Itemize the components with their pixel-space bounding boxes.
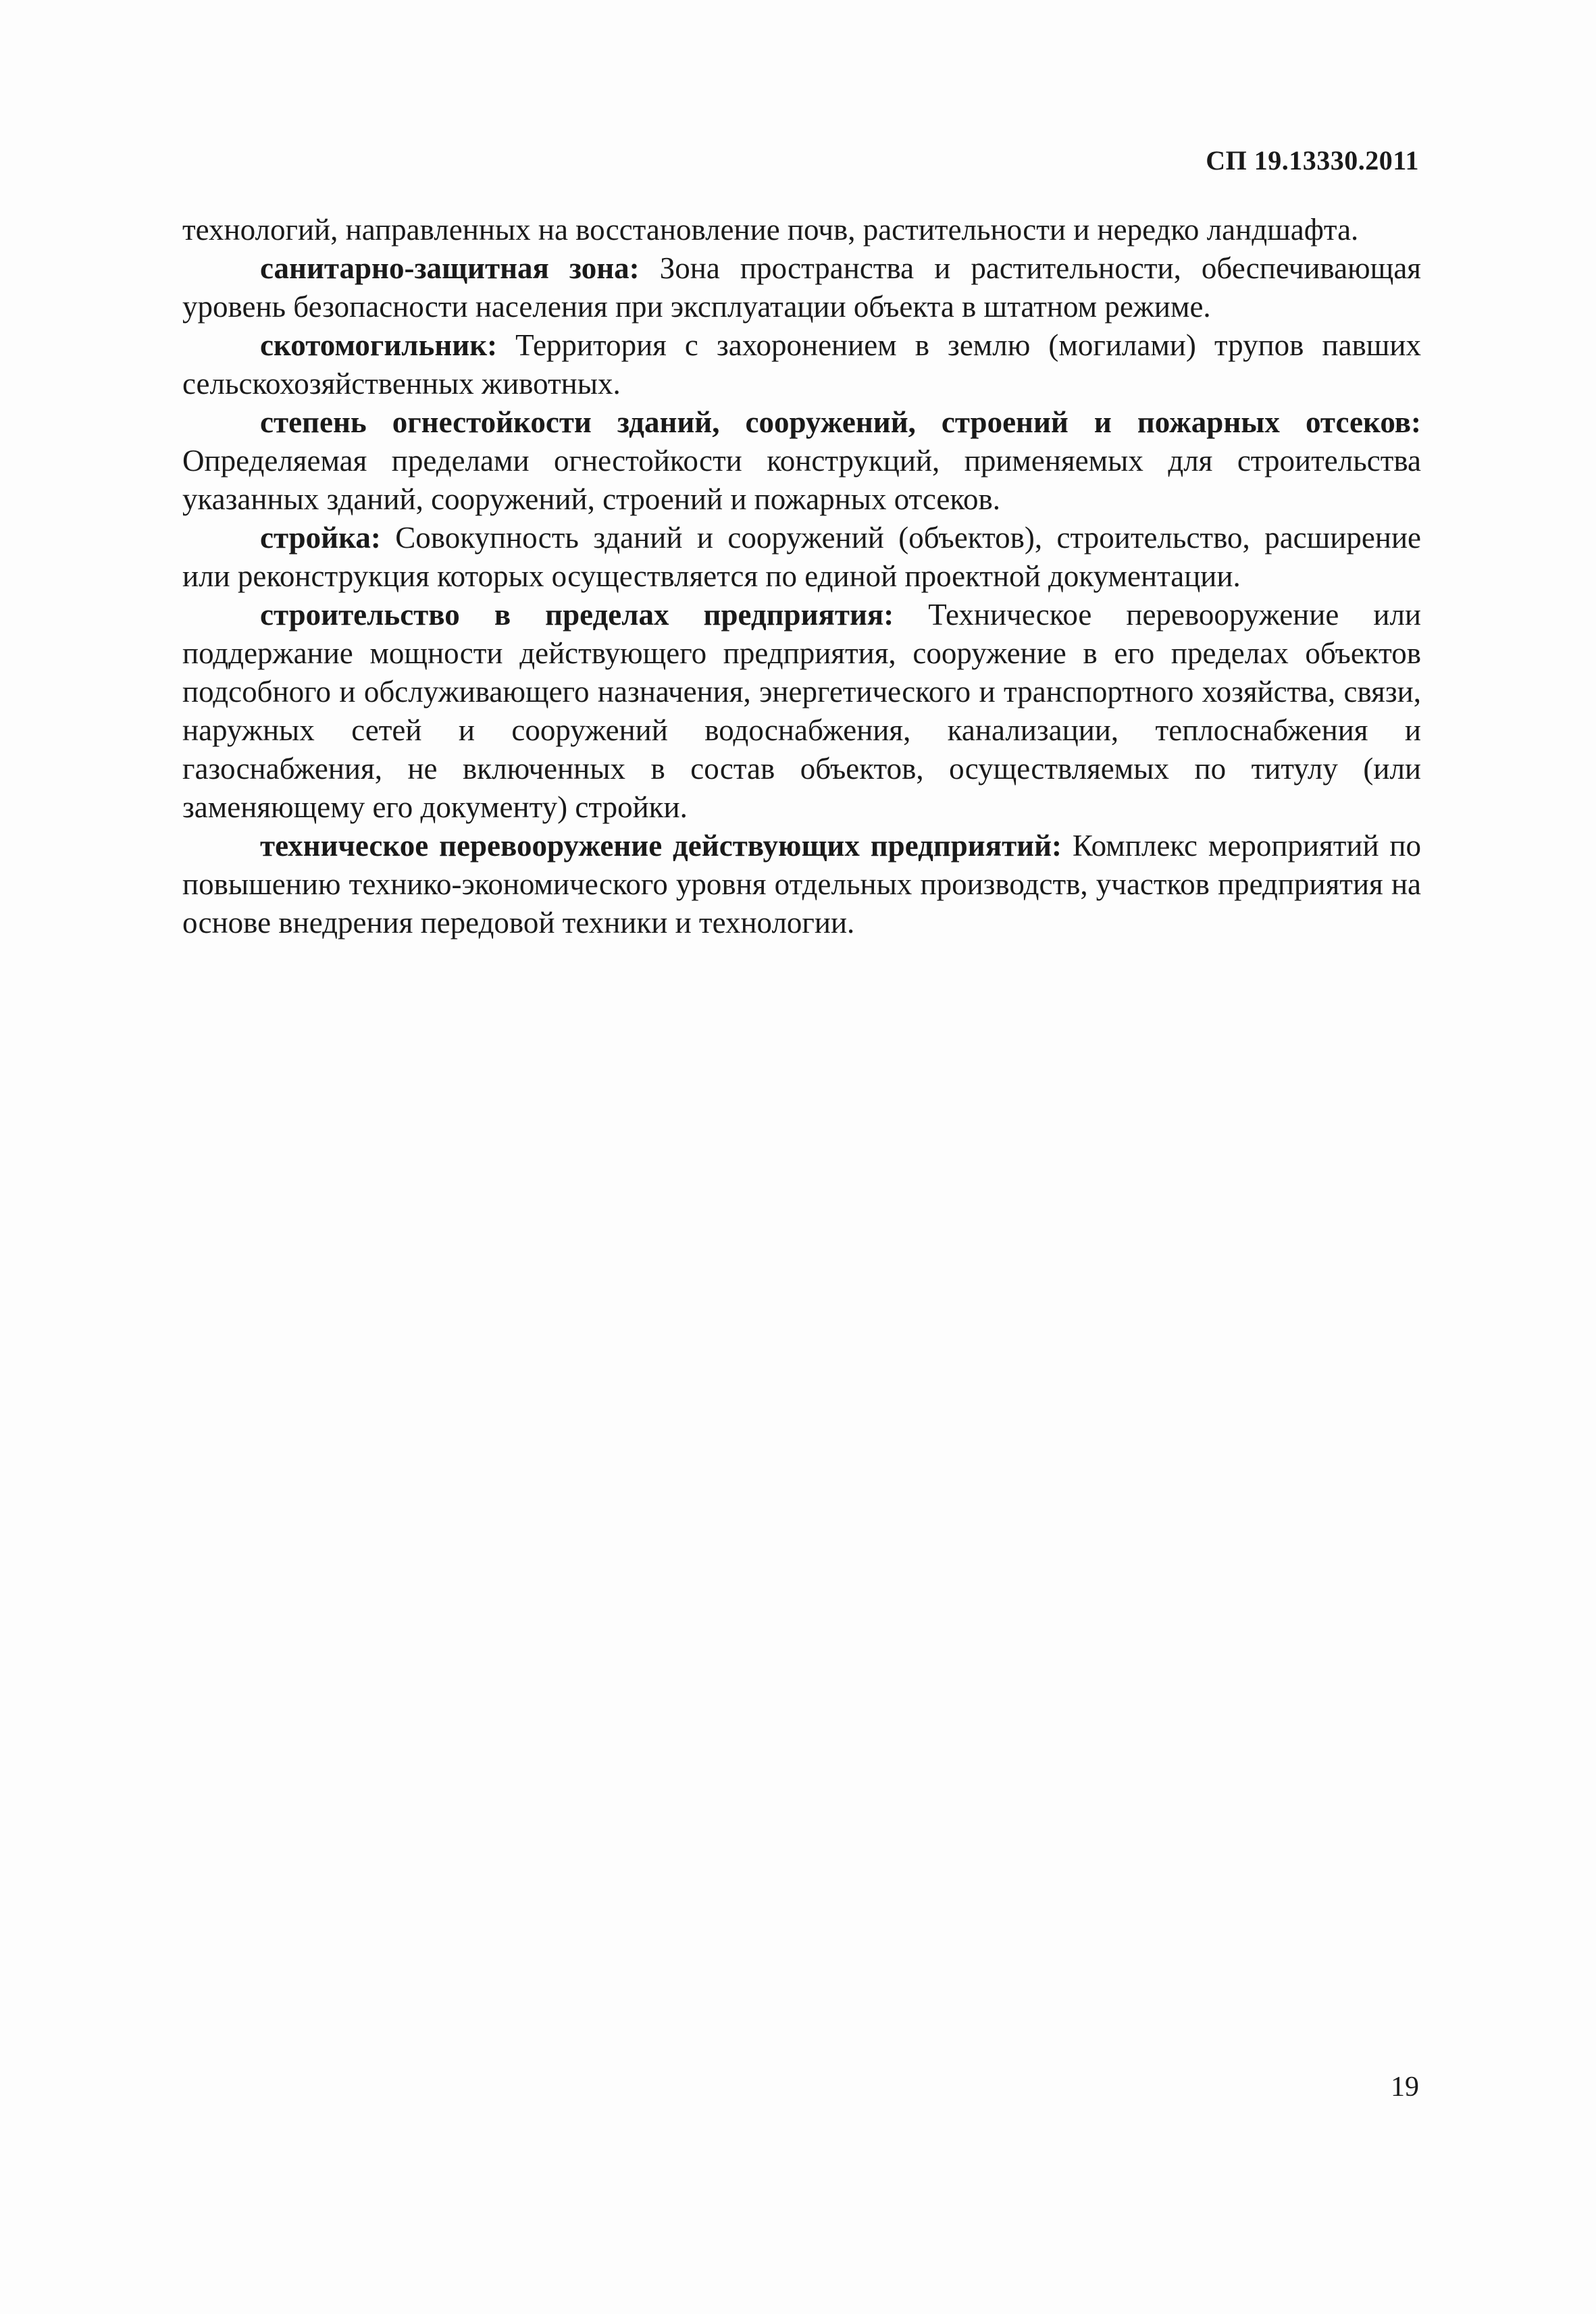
term-definition: Территория с захоронением в землю (могилами) трупов павших сельскохозяйственных животных. bbox=[182, 328, 1421, 401]
term-name: техническое перевооружение действующих предприятий: bbox=[260, 829, 1062, 863]
term-definition: Зона пространства и растительности, обеспечивающая уровень безопасности населения при эксплуатации объекта в штатном режиме. bbox=[182, 251, 1421, 324]
document-body bbox=[182, 211, 1421, 942]
term-definition: Техническое перевооружение или поддержание мощности действующего предприятия, сооружение в его пределах объектов подсобного и обслуживающего назначения, энергетического и транспортного хозяйства, связи, наружных сетей и сооружений водоснабжения, канализации, теплоснабжения и газоснабжения, не включенных в состав объектов, осуществляемых по титулу (или заменяющему его документу) стройки. bbox=[182, 598, 1421, 824]
term-definition: Совокупность зданий и сооружений (объектов), строительство, расширение или реконструкция которых осуществляется по единой проектной документации. bbox=[182, 521, 1421, 593]
term-name: санитарно-защитная зона: bbox=[260, 251, 640, 285]
document-code: СП 19.13330.2011 bbox=[1206, 145, 1419, 176]
term-definition: Определяемая пределами огнестойкости конструкций, применяемых для строительства указанных зданий, сооружений, строений и пожарных отсеков. bbox=[182, 444, 1421, 516]
term-entry bbox=[182, 596, 1421, 827]
term-name: стройка: bbox=[260, 521, 381, 555]
term-entry bbox=[182, 249, 1421, 326]
term-name: скотомогильник: bbox=[260, 328, 498, 362]
term-name: степень огнестойкости зданий, сооружений, строений и пожарных отсеков: bbox=[260, 405, 1421, 439]
continuation-paragraph: технологий, направленных на восстановление почв, растительности и нередко ландшафта. bbox=[182, 213, 1359, 247]
term-entry bbox=[182, 326, 1421, 403]
term-entry bbox=[182, 519, 1421, 596]
page-number: 19 bbox=[1391, 2072, 1419, 2103]
term-entry bbox=[182, 403, 1421, 519]
term-name: строительство в пределах предприятия: bbox=[260, 598, 894, 632]
term-entry bbox=[182, 827, 1421, 942]
term-definition: Комплекс мероприятий по повышению технико-экономического уровня отдельных производств, участков предприятия на основе внедрения передовой техники и технологии. bbox=[182, 829, 1421, 940]
